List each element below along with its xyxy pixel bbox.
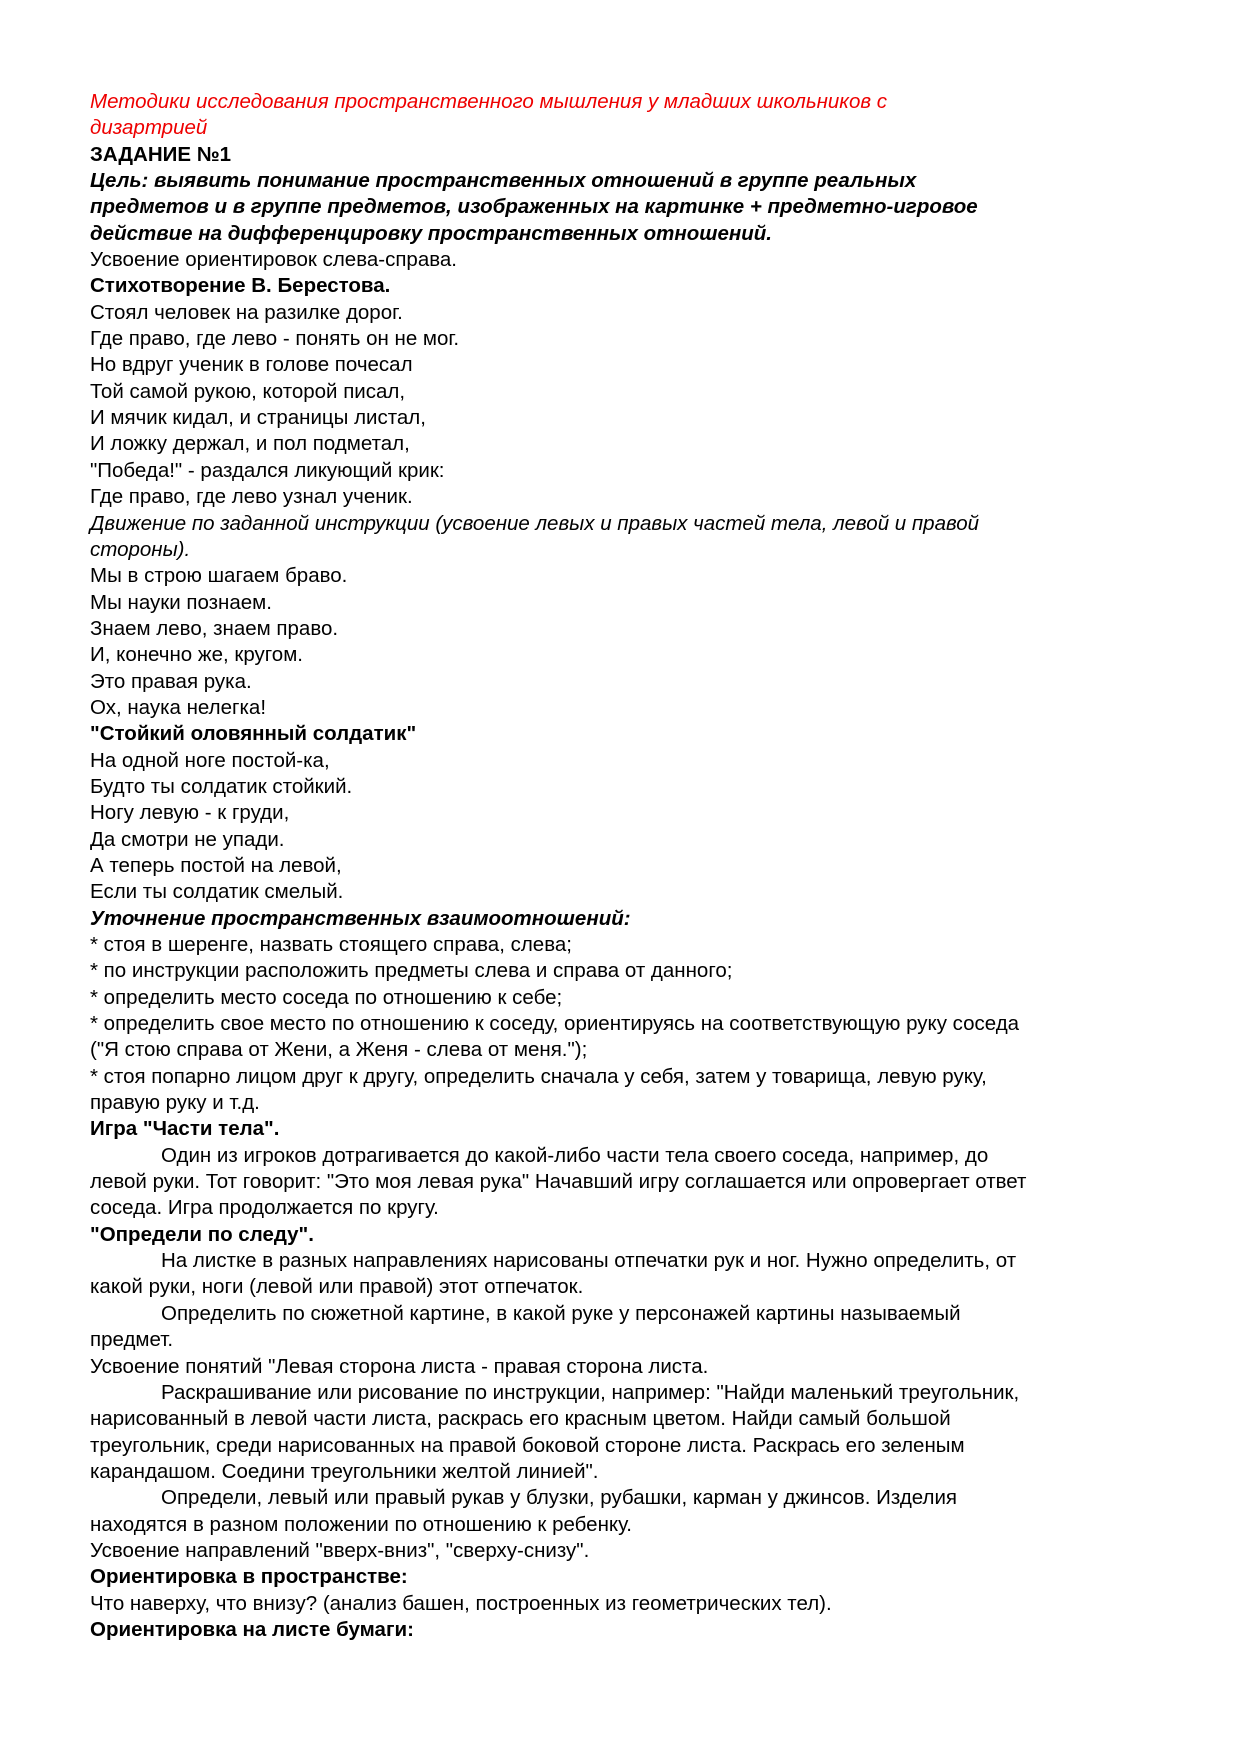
movement-heading-line-1: Движение по заданной инструкции (усвоение левых и правых частей тела, левой и правой (90, 511, 980, 535)
game-body-parts-text: левой руки. Тот говорит: "Это моя левая рука" Начавший игру соглашается или опровергает ответ (90, 1170, 1027, 1194)
sheet-sides-text: нарисованный в левой части листа, раскрась его красным цветом. Найди самый большой (90, 1407, 951, 1431)
clarification-item: * по инструкции расположить предметы слева и справа от данного; (90, 959, 733, 983)
poem1-line: И мячик кидал, и страницы листал, (90, 406, 426, 430)
poem2-line: Если ты солдатик смелый. (90, 880, 344, 904)
section-left-right: Усвоение ориентировок слева-справа. (90, 248, 457, 272)
goal-line-2: предметов и в группе предметов, изображенных на картинке + предметно-игровое (90, 195, 978, 219)
poem2-heading: "Стойкий оловянный солдатик" (90, 722, 417, 746)
clarification-item: правую руку и т.д. (90, 1091, 260, 1115)
poem2-line: На одной ноге постой-ка, (90, 748, 330, 772)
sheet-sides-text: треугольник, среди нарисованных на правой боковой стороне листа. Раскрась его зеленым (90, 1433, 965, 1457)
clarification-item: * стоя попарно лицом друг к другу, определить сначала у себя, затем у товарища, левую руку, (90, 1064, 987, 1088)
poem2-line: Ногу левую - к груди, (90, 801, 290, 825)
poem2-line: А теперь постой на левой, (90, 853, 342, 877)
game-trace-text: какой руки, ноги (левой или правой) этот отпечаток. (90, 1275, 584, 1299)
poem2-line: Будто ты солдатик стойкий. (90, 774, 353, 798)
movement-heading-line-2: стороны). (90, 537, 191, 561)
game-trace-text: Определить по сюжетной картине, в какой руке у персонажей картины называемый (161, 1301, 961, 1325)
game-trace-text: На листке в разных направлениях нарисованы отпечатки рук и ног. Нужно определить, от (161, 1249, 1017, 1273)
sheet-sides-text: Определи, левый или правый рукав у блузки, рубашки, карман у джинсов. Изделия (161, 1486, 958, 1510)
poem1-line: "Победа!" - раздался ликующий крик: (90, 458, 445, 482)
poem1-line: И ложку держал, и пол подметал, (90, 432, 410, 456)
poem2-line: Да смотри не упади. (90, 827, 285, 851)
task-heading: ЗАДАНИЕ №1 (90, 142, 231, 166)
poem1-line: Той самой рукою, которой писал, (90, 379, 406, 403)
document-title-line-1: Методики исследования пространственного мышления у младших школьников с (90, 90, 888, 113)
up-down-heading: Усвоение направлений "вверх-вниз", "сверху-снизу". (90, 1538, 590, 1562)
sheet-sides-heading: Усвоение понятий "Левая сторона листа - правая сторона листа. (90, 1354, 709, 1378)
game-body-parts-text: соседа. Игра продолжается по кругу. (90, 1196, 439, 1220)
clarification-item: * стоя в шеренге, назвать стоящего справа, слева; (90, 933, 572, 956)
game-trace-heading: "Определи по следу". (90, 1222, 314, 1246)
document-title-line-2: дизартрией (90, 116, 208, 140)
poem1-heading: Стихотворение В. Берестова. (90, 274, 391, 298)
goal-line-3: действие на дифференцировку пространственных отношений. (90, 221, 772, 245)
poem1-line: Где право, где лево - понять он не мог. (90, 327, 460, 351)
game-trace-text: предмет. (90, 1328, 174, 1352)
clarification-heading: Уточнение пространственных взаимоотношений: (90, 906, 631, 930)
clarification-item: * определить место соседа по отношению к себе; (90, 985, 563, 1009)
game-body-parts-text: Один из игроков дотрагивается до какой-либо части тела своего соседа, например, до (161, 1143, 989, 1167)
poem1-line: Стоял человек на разилке дорог. (90, 300, 403, 324)
movement-line: Это правая рука. (90, 669, 252, 693)
clarification-item: * определить свое место по отношению к соседу, ориентируясь на соответствующую руку соседа (90, 1012, 1020, 1036)
movement-line: Мы в строю шагаем браво. (90, 564, 348, 588)
movement-line: Мы науки познаем. (90, 590, 272, 614)
movement-line: И, конечно же, кругом. (90, 643, 303, 667)
sheet-sides-text: Раскрашивание или рисование по инструкции, например: "Найди маленький треугольник, (161, 1380, 1020, 1404)
document-page (90, 89, 1170, 1643)
movement-line: Знаем лево, знаем право. (90, 616, 339, 640)
clarification-item: ("Я стою справа от Жени, а Женя - слева от меня."); (90, 1038, 588, 1062)
sheet-sides-text: находятся в разном положении по отношению к ребенку. (90, 1512, 632, 1536)
poem1-line: Где право, где лево узнал ученик. (90, 485, 413, 509)
paper-orientation-heading: Ориентировка на листе бумаги: (90, 1617, 414, 1641)
game-body-parts-heading: Игра "Части тела". (90, 1117, 280, 1141)
space-orientation-text: Что наверху, что внизу? (анализ башен, построенных из геометрических тел). (90, 1591, 832, 1615)
space-orientation-heading: Ориентировка в пространстве: (90, 1565, 408, 1589)
sheet-sides-text: карандашом. Соедини треугольники желтой линией". (90, 1459, 599, 1483)
poem1-line: Но вдруг ученик в голове почесал (90, 353, 413, 377)
goal-line-1: Цель: выявить понимание пространственных отношений в группе реальных (90, 169, 917, 193)
movement-line: Ох, наука нелегка! (90, 695, 267, 719)
